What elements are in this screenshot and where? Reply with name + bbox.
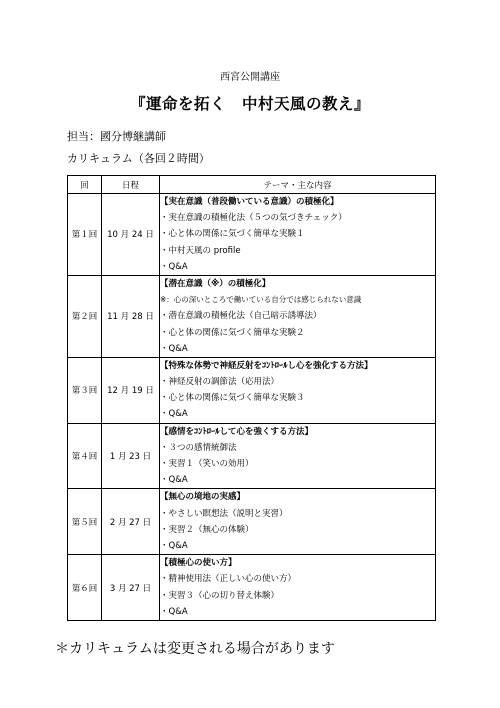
curriculum-heading: カリキュラム（各回２時間）	[67, 152, 210, 165]
theme-item: ・心と体の関係に気づく簡単な実験２	[160, 327, 305, 338]
theme-note: ※：心の深いところで働いている自分では感じられない意識	[160, 295, 362, 305]
session-number: 第６回	[68, 555, 102, 621]
theme-item: ・Q&A	[160, 409, 188, 420]
table-row	[68, 489, 436, 555]
table-row	[68, 275, 436, 357]
theme-heading: 【特殊な体勢で神経反射をｺﾝﾄﾛｰﾙし心を強化する方法】	[160, 360, 373, 371]
session-number: 第５回	[68, 489, 102, 555]
session-theme	[160, 489, 436, 555]
lecturer-line: 担当：國分博継講師	[67, 130, 166, 143]
session-date: 11 月 28 日	[102, 275, 160, 357]
theme-item: ・３つの感情統御法	[160, 442, 237, 453]
table-header-row	[68, 176, 436, 194]
theme-heading: 【無心の境地の実感】	[160, 492, 246, 503]
session-theme	[160, 555, 436, 621]
lecture-title: 『運命を拓く 中村天風の教え』	[129, 95, 370, 113]
theme-item: ・実習３（心の切り替え体験）	[160, 590, 280, 601]
table-row	[68, 357, 436, 423]
theme-item: ・神経反射の調節法（応用法）	[160, 377, 280, 388]
session-number: 第４回	[68, 423, 102, 489]
table-row	[68, 194, 436, 276]
curriculum-table	[67, 175, 436, 621]
theme-item: ・実在意識の積極化法（５つの気づきチェック）	[160, 213, 347, 224]
theme-item: ・実習２（無心の体験）	[160, 524, 254, 535]
session-date: 3 月 27 日	[102, 555, 160, 621]
session-number: 第３回	[68, 357, 102, 423]
session-date: 12 月 19 日	[102, 357, 160, 423]
table-row	[68, 423, 436, 489]
session-date: 10 月 24 日	[102, 194, 160, 276]
session-number: 第１回	[68, 194, 102, 276]
session-number: 第２回	[68, 275, 102, 357]
theme-item: ・Q&A	[160, 606, 188, 617]
organizer-label: 西宮公開講座	[220, 72, 280, 83]
theme-item: ・精神使用法（正しい心の使い方）	[160, 574, 297, 585]
theme-item: ・Q&A	[160, 343, 188, 354]
theme-heading: 【感情をｺﾝﾄﾛｰﾙして心を強くする方法】	[160, 426, 314, 437]
session-theme	[160, 275, 436, 357]
session-theme	[160, 194, 436, 276]
session-date: 1 月 23 日	[102, 423, 160, 489]
theme-heading: 【実在意識（普段働いている意識）の積極化】	[160, 197, 339, 207]
theme-item: ・心と体の関係に気づく簡単な実験３	[160, 393, 305, 404]
header-theme: テーマ・主な内容	[160, 176, 436, 194]
theme-item: ・潜在意識の積極化法（自己暗示誘導法）	[160, 311, 322, 322]
theme-item: ・中村天風の profile	[160, 245, 241, 256]
theme-item: ・実習１（笑いの効用）	[160, 459, 254, 469]
header-date: 日程	[102, 176, 160, 194]
session-theme	[160, 357, 436, 423]
footnote: ＊カリキュラムは変更される場合があります	[55, 641, 335, 657]
theme-item: ・Q&A	[160, 475, 188, 486]
theme-item: ・Q&A	[160, 261, 188, 272]
theme-item: ・Q&A	[160, 540, 188, 551]
curriculum-body	[68, 194, 436, 621]
theme-item: ・やさしい瞑想法（説明と実習）	[160, 508, 288, 519]
header-session: 回	[68, 176, 102, 194]
table-row	[68, 555, 436, 621]
theme-item: ・心と体の関係に気づく簡単な実験１	[160, 229, 305, 240]
session-date: 2 月 27 日	[102, 489, 160, 555]
theme-heading: 【積極心の使い方】	[160, 558, 237, 569]
theme-heading: 【潜在意識（※）の積極化】	[160, 278, 271, 289]
session-theme	[160, 423, 436, 489]
